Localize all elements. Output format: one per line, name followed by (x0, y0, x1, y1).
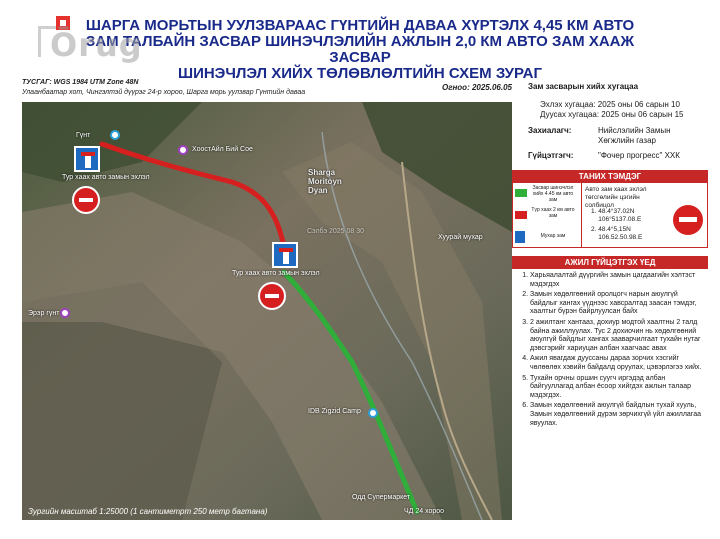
watermark-logo (38, 26, 158, 66)
label-egun: Эрэр гүнт (28, 310, 60, 317)
satellite-map (22, 102, 512, 520)
legend-item-closed-label: Түр хаах 2 км авто зам (531, 207, 575, 219)
notes-list (512, 272, 706, 430)
contractor-value: "Фочер прогресс" ХХК (598, 151, 680, 160)
label-sign-2: Тур хаах авто замын эхлэл (232, 270, 320, 277)
date-text: Огноо: 2025.06.05 (441, 83, 512, 92)
legend-box (512, 170, 708, 248)
list-item: 2. Замын хөдөлгөөний оролцогч нарын аюулгүй байдлыг хангах үүднээс хавсралтад заасан тэмдэг, хаалтыг бүрэн байрлуулсан байх (530, 291, 706, 317)
title-line-1: ШАРГА МОРЬТЫН УУЛЗВАРААС ГҮНТИЙН ДАВАА ХҮРТЭЛХ 4,45 КМ АВТО (85, 17, 635, 34)
no-entry-sign-icon (72, 186, 100, 214)
label-hurai: Хуурай мухар (438, 234, 483, 241)
list-item: 4. Ажил явагдаж дууссаны дараа зорчих хэсгийг чөлөөлөх хэвийн байдалд оруулах, цэвэрлэгээ хийх. (530, 355, 706, 372)
label-sharga: Sharga Moritoyn Dyan (308, 168, 342, 195)
legend-item-deadend-label: Мухар зам (540, 233, 566, 239)
coordinate-2-lat: 2. 48.4°5,15N (591, 226, 631, 233)
map-scale: Зургийн масштаб 1:25000 (1 сантиметрт 250 метр багтана) (28, 507, 268, 516)
legend-item-repair (515, 185, 579, 203)
red-line-swatch-icon (515, 211, 527, 219)
legend-item-repair-label: Засвар шинэчлэл хийх 4.45 км авто зам (532, 185, 574, 203)
logo-text: Ōrug (50, 26, 143, 64)
schedule-start: Эхлэх хугацаа: 2025 оны 06 сарын 10 (540, 100, 680, 109)
label-watermark: Сэлбэ 2025 08 30 (307, 228, 365, 235)
location-text: Улаанбаатар хот, Чингэлтэй дүүрэг 24-р хороо, Шарга морь уулзвар Гүнтийн даваа (22, 89, 306, 96)
list-item: 3. 2 ажилтанг хантааз, дохиур модтой хаалтны 2 талд байна ажиллуулах. Тус 2 дохиочин нь хөдөлгөөний аюулгүй байдлыг хангах зааварчилгаат тухайн нутаг дэвсгэрийг хариуцан албан хаагчаас авах (530, 319, 706, 353)
map-metadata (22, 79, 512, 101)
client-value-1: Нийслэлийн Замын (598, 126, 671, 135)
location-pin-icon (110, 130, 120, 140)
legend-description: Авто зам хаах эхлэл төгсгөлийн цэгийн солбицол (585, 186, 647, 209)
green-line-swatch-icon (515, 189, 527, 197)
location-pin-icon (368, 408, 378, 418)
contractor-label: Гүйцэтгэгч: (528, 151, 574, 160)
coordinate-1 (591, 208, 641, 224)
client-label: Захиалагч: (528, 126, 572, 135)
no-entry-sign-icon (258, 282, 286, 310)
list-item: 6. Замын хөдөлгөөний аюулгүй байдлын тухай хууль, Замын хөдөлгөөний дүрэм зөрчихгүй үйл ажиллагаа явуулах. (530, 402, 706, 428)
location-pin-icon (178, 145, 188, 155)
legend-item-deadend (515, 229, 579, 247)
label-sign-1: Тур хаах авто замын эхлэл (62, 174, 150, 181)
list-item: 5. Тухайн орчны оршин суугч иргэдэд албан байгууллагад албан ёсоор хийгдэх ажлын талаар мэдэгдэх. (530, 375, 706, 401)
notes-heading: АЖИЛ ГҮЙЦЭТГЭХ ҮЕД (512, 256, 708, 269)
legend-item-closed (515, 207, 579, 225)
coordinate-1-lat: 1. 48.4°37.02N (591, 208, 635, 215)
coordinate-2-lon: 106.52.50.98.E (591, 234, 643, 241)
dead-end-swatch-icon (515, 231, 525, 243)
label-market: Одд Супермаркет (352, 494, 411, 501)
title-line-2: ЗАМ ТАЛБАЙН ЗАСВАР ШИНЭЧЛЭЛИЙН АЖЛЫН 2,0 КМ АВТО ЗАМ ХААЖ ЗАСВАР (85, 33, 635, 66)
schedule-end: Дуусах хугацаа: 2025 оны 06 сарын 15 (540, 110, 684, 119)
coordinate-1-lon: 106°5137.08.E (591, 216, 642, 223)
dead-end-sign-icon (272, 242, 298, 268)
label-camp: IDB Zigzid Camp (308, 408, 361, 415)
label-gunt: Гүнт (76, 132, 91, 139)
legend-divider (581, 183, 582, 247)
location-pin-icon (60, 308, 70, 318)
title-line-3: ШИНЭЧЛЭЛ ХИЙХ ТӨЛӨВЛӨЛТИЙН СХЕМ ЗУРАГ (178, 65, 542, 82)
coordinate-2 (591, 226, 642, 242)
legend-heading: ТАНИХ ТЭМДЭГ (513, 171, 707, 183)
schedule-heading: Зам засварын хийх хугацаа (528, 82, 639, 91)
list-item: 1. Харьяалалтай дүүргийн замын цагдаагийн хэлтэст мэдэгдэх (530, 272, 706, 289)
no-entry-sign-icon (673, 205, 703, 235)
label-khoroo: ЧД 24 хороо (404, 508, 445, 515)
work-notes (512, 256, 708, 518)
dead-end-sign-icon (74, 146, 100, 172)
projection-text: ТУСГАГ: WGS 1984 UTM Zone 48N (22, 79, 139, 86)
label-hostai: ХоостАйл Бий Сое (192, 146, 253, 153)
client-value-2: Хөгжлийн газар (598, 136, 656, 145)
